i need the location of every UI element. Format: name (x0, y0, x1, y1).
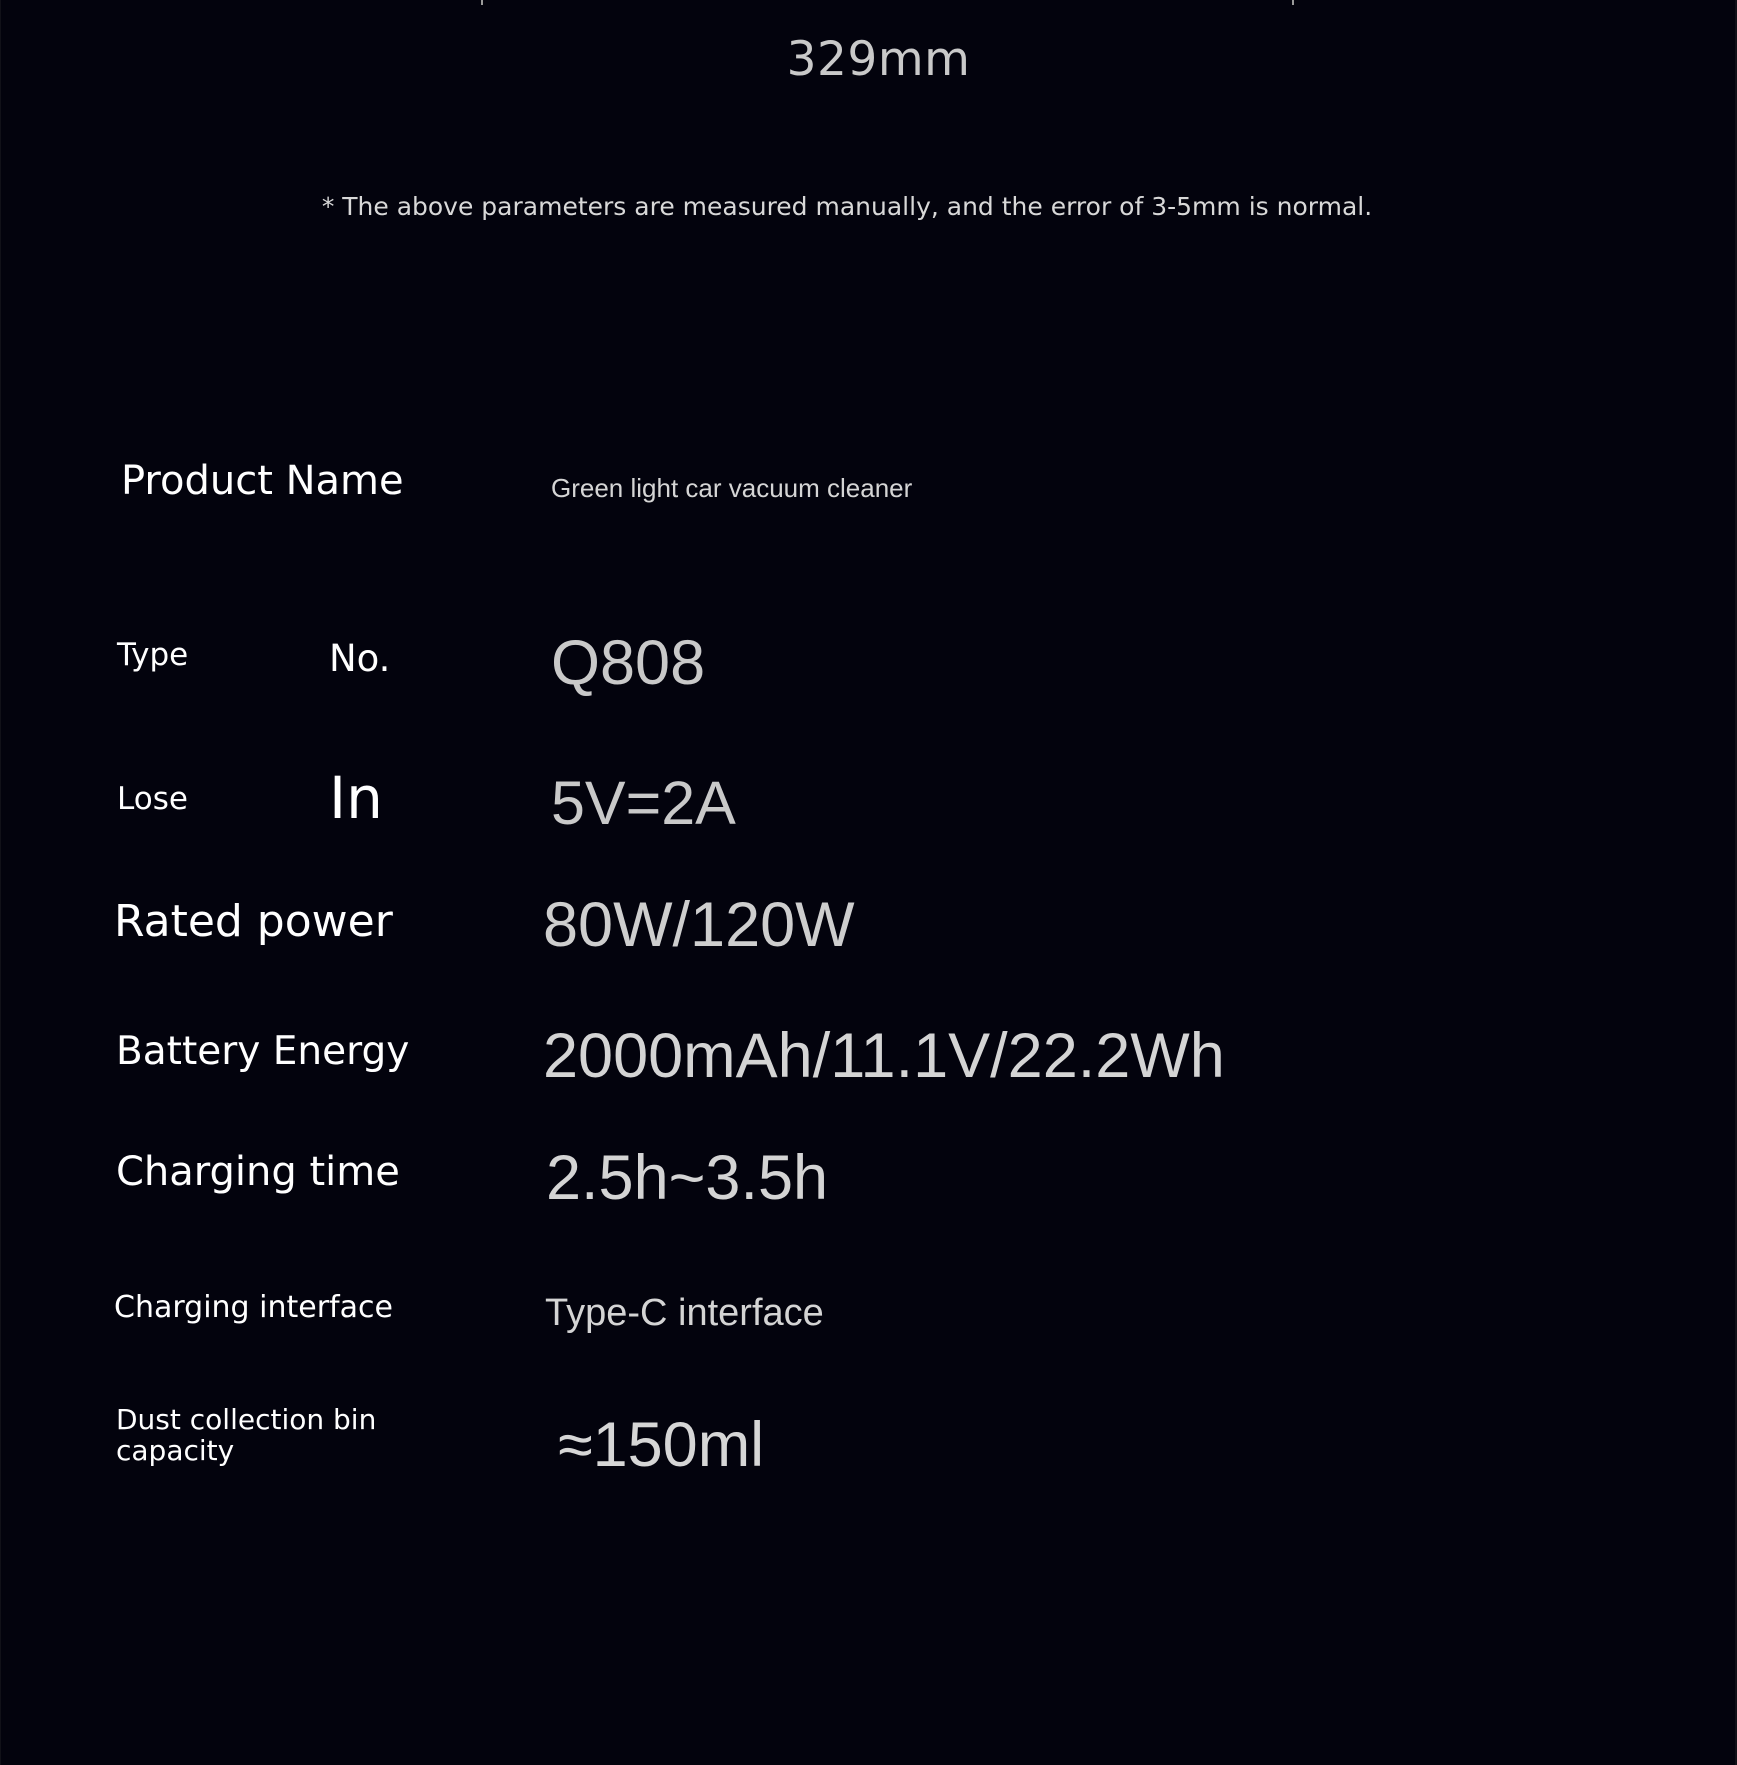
spec-value: Type-C interface (545, 1292, 824, 1334)
spec-label: Lose (117, 781, 188, 817)
left-border (0, 0, 1, 1765)
spec-value: 80W/120W (543, 890, 855, 960)
dimension-tick-right (1292, 0, 1294, 5)
spec-label: Dust collection bin capacity (116, 1403, 377, 1467)
spec-label: Charging interface (114, 1290, 393, 1325)
dimension-tick-left (481, 0, 483, 5)
dimension-value: 329mm (786, 32, 971, 87)
spec-value: Green light car vacuum cleaner (551, 473, 913, 503)
spec-value: 5V=2A (551, 769, 736, 837)
spec-value: Q808 (551, 628, 706, 698)
spec-label: Type (117, 637, 189, 673)
spec-label: Product Name (121, 458, 404, 504)
spec-sub-label: In (329, 764, 383, 832)
spec-label: Rated power (114, 896, 393, 947)
spec-label: Battery Energy (116, 1029, 410, 1074)
spec-value: 2.5h~3.5h (546, 1143, 829, 1213)
measurement-note: * The above parameters are measured manually, and the error of 3-5mm is normal. (321, 192, 1373, 221)
spec-label: Charging time (116, 1149, 400, 1195)
spec-value: 2000mAh/11.1V/22.2Wh (543, 1021, 1225, 1091)
spec-value: ≈150ml (558, 1410, 765, 1480)
spec-sub-label: No. (329, 637, 391, 680)
